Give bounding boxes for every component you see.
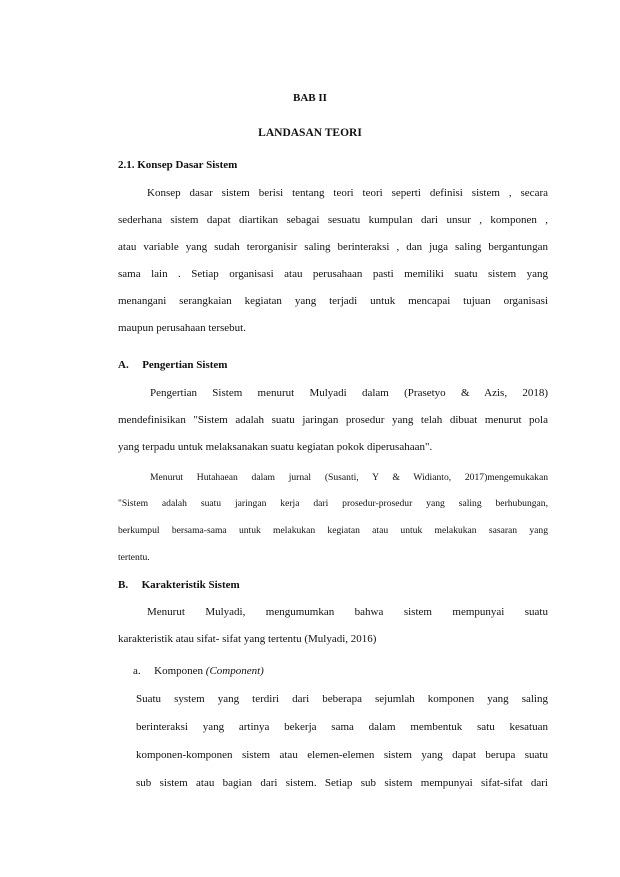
subsection-marker: B. [118, 579, 129, 591]
paragraph-line: Konsep dasar sistem berisi tentang teori teori seperti definisi sistem , secara [147, 187, 548, 199]
quote-line: Menurut Hutahaean dalam jurnal (Susanti, Y & Widianto, 2017)mengemukakan [150, 472, 548, 483]
paragraph-line: sama lain . Setiap organisasi atau perusahaan pasti memiliki suatu sistem yang [118, 268, 548, 280]
chapter-heading: BAB II [293, 92, 327, 104]
quote-line: tertentu. [118, 552, 150, 563]
paragraph-line: sub sistem atau bagian dari sistem. Setiap sub sistem mempunyai sifat-sifat dari [136, 777, 548, 789]
paragraph-line: Menurut Mulyadi, mengumumkan bahwa sistem mempunyai suatu [147, 606, 548, 618]
section-heading: 2.1. Konsep Dasar Sistem [118, 159, 238, 171]
subsection-title: Pengertian Sistem [142, 359, 228, 371]
paragraph-line: maupun perusahaan tersebut. [118, 322, 246, 334]
paragraph-line: atau variable yang sudah terorganisir saling berinteraksi , dan juga saling bergantungan [118, 241, 548, 253]
subsection-heading-b [118, 578, 240, 592]
list-marker: a. [133, 665, 141, 677]
paragraph-line: komponen-komponen sistem atau elemen-elemen sistem yang dapat berupa suatu [136, 749, 548, 761]
subsection-heading-a [118, 358, 227, 372]
quote-line: berkumpul bersama-sama untuk melakukan kegiatan atau untuk melakukan sasaran yang [118, 525, 548, 536]
quote-line: "Sistem adalah suatu jaringan kerja dari prosedur-prosedur yang saling berhubungan, [118, 498, 548, 509]
paragraph-line: yang terpadu untuk melaksanakan suatu kegiatan pokok diperusahaan". [118, 441, 433, 453]
paragraph-line: karakteristik atau sifat- sifat yang tertentu (Mulyadi, 2016) [118, 633, 377, 645]
subsection-marker: A. [118, 359, 129, 371]
paragraph-line: sederhana sistem dapat diartikan sebagai sesuatu kumpulan dari unsur , komponen , [118, 214, 548, 226]
paragraph-line: menangani serangkaian kegiatan yang terjadi untuk mencapai tujuan organisasi [118, 295, 548, 307]
list-item-a [133, 664, 264, 678]
list-item-title: Komponen [154, 665, 204, 677]
chapter-title: LANDASAN TEORI [258, 127, 362, 139]
subsection-title: Karakteristik Sistem [141, 579, 240, 591]
paragraph-line: berinteraksi yang artinya bekerja sama dalam membentuk satu kesatuan [136, 721, 548, 733]
paragraph-line: Suatu system yang terdiri dari beberapa sejumlah komponen yang saling [136, 693, 548, 705]
paragraph-line: Pengertian Sistem menurut Mulyadi dalam (Prasetyo & Azis, 2018) [150, 387, 548, 399]
list-item-title-italic: (Component) [205, 665, 264, 677]
paragraph-line: mendefinisikan "Sistem adalah suatu jaringan prosedur yang telah dibuat menurut pola [118, 414, 548, 426]
